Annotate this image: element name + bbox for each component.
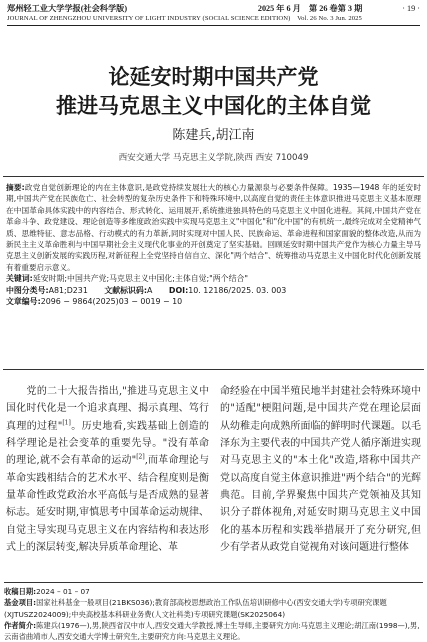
author-bio-value: 陈建兵(1976—),男,陕西省汉中市人,西安交通大学教授,博士生导师,主要研究方向:马克思主义理论;胡江南(1998—),男,云南省曲靖市人,西安交通大学博士研究生,主要研究方向:马克思主义理论。 [4, 620, 420, 642]
keywords-text: 延安时期;中国共产党;马克思主义中国化;主体自觉;"两个结合" [32, 274, 248, 284]
keywords-label: 关键词: [6, 274, 33, 284]
author-bio-label: 作者简介: [4, 620, 37, 630]
title-line-1: 论延安时期中国共产党 [108, 64, 319, 89]
abstract-label: 摘要: [6, 183, 25, 192]
clc-value: A81;D231 [48, 285, 88, 295]
page-number: · 19 · [402, 4, 420, 13]
body-column-left [6, 383, 209, 556]
authors: 陈建兵,胡江南 [172, 128, 255, 143]
received-date [4, 586, 423, 597]
abstract [6, 182, 421, 307]
fund-label: 基金项目: [4, 598, 37, 608]
article-title [0, 62, 427, 120]
article-no-label: 文章编号: [6, 297, 41, 307]
abstract-text-block [6, 182, 421, 273]
citation-1: [1] [62, 419, 71, 427]
body-left-a: 党的二十大报告指出,"推进马克思主义中国化时代化是一个追求真理、揭示真理、笃行真理的过程" [6, 386, 209, 432]
author-bio [4, 620, 423, 642]
doi-label: DOI: [168, 285, 189, 295]
doc-code-value: A [146, 285, 153, 295]
body-left-b: 。历史地看,实践基础上创造的科学理论是社会变革的重要先导。"没有革命的理论,就不会有革命的运动" [6, 420, 209, 467]
header-rule [7, 25, 420, 26]
article-no-value: 2096 − 9864(2025)03 − 0019 − 10 [40, 297, 183, 307]
body-column-right: 命经验在中国半殖民地半封建社会特殊环境中的"适配"梗阻问题,是中国共产党在理论层面从幼稚走向成熟所面临的鲜明时代课题。以毛泽东为主要代表的中国共产党人循序渐进实现对马克思主义的"本土化"改造,塔称中国共产党以高度自觉主体意识推进"两个结合"的光辉典范。目前,学界聚焦中国共产党领袖及其知识分子群体视角,对延安时期马克思主义中国化的基本历程和实践举措展开了充分研究,但少有学者从政党自觉视角对该问题进行整体 [220, 386, 421, 554]
classification-line [6, 285, 421, 296]
citation-2: [2] [136, 454, 145, 462]
abstract-text: 政党自觉创新理论的内在主体意识,是政党持续发展壮大的核心力量源泉与必要条件保障。1935—1948 年的延安时期,中国共产党在民族危亡、社会转型的复杂历史条件下和特殊环境中,以高度自觉的责任主体意识推进马克思主义基本原理在中国革命具体实践中的内容结合、形式转化、运用展开,系统推进独具特色的马克思主义中国化进程。其间,中国共产党在革命斗争、政党建设、理论创造等多维度政治实践中实现马克思主义"中国化"和"化中国"的有机统一,最终完成对全党精神气质、思维特征、意志品格、行动模式的有力革新,同时实现对中国人民、民族命运、革命进程和国家面貌的整体改造,从而为新民主主义革命胜利与中国早期社会主义现代化事业的开创奠定了坚实基础。回顾延安时期中国共产党作为核心力量主导马克思主义创新发展的实践历程,对新征程上全党坚持自信自立、深化"两个结合"、统筹推动马克思主义中国化时代化创新发展有着重要启示意义。 [6, 183, 421, 272]
fund-value: 国家社科基金一般项目(21BKS036);教育部高校思想政治工作队伍培训研修中心(西安交通大学)专项研究课题(XJTUSZ2024009);中央高校基本科研业务费(人文社科类)专项研究课题(SK2025064) [4, 598, 387, 619]
body-left-c: ,而革命理论与革命实践相结合的艺术水平、结合程度则是衡量革命性政党政治水平高低与是否成熟的显著标志。延安时期,审慎思考中国革命运动规律、自觉主导实现马克思主义在内容结构和表达形式上的深层转变,解决异质革命理论、革 [6, 455, 209, 554]
clc-label: 中图分类号: [6, 285, 49, 295]
received-label: 收稿日期: [4, 587, 37, 596]
keywords [6, 273, 421, 284]
running-header [7, 4, 420, 26]
journal-name: 郑州轻工业大学学报(社会科学版) [7, 4, 128, 13]
fund-info [4, 597, 423, 620]
received-value: 2024 – 01 – 07 [36, 587, 90, 596]
issue-info: 2025 年 6 月 第 26 卷第 3 期 [257, 4, 363, 13]
affiliation: 西安交通大学 马克思主义学院,陕西 西安 710049 [118, 153, 309, 163]
doi-value: 10. 12186/2025. 03. 003 [188, 285, 287, 295]
title-line-2: 推进马克思主义中国化的主体自觉 [56, 93, 371, 118]
doc-code-label: 文献标识码: [104, 285, 147, 295]
article-number-line [6, 296, 421, 307]
footnotes [4, 582, 423, 642]
journal-name-en: JOURNAL OF ZHENGZHOU UNIVERSITY OF LIGHT INDUSTRY (SOCIAL SCIENCE EDITION) Vol. 26 No. 3 Jun. 2025 [7, 15, 362, 22]
